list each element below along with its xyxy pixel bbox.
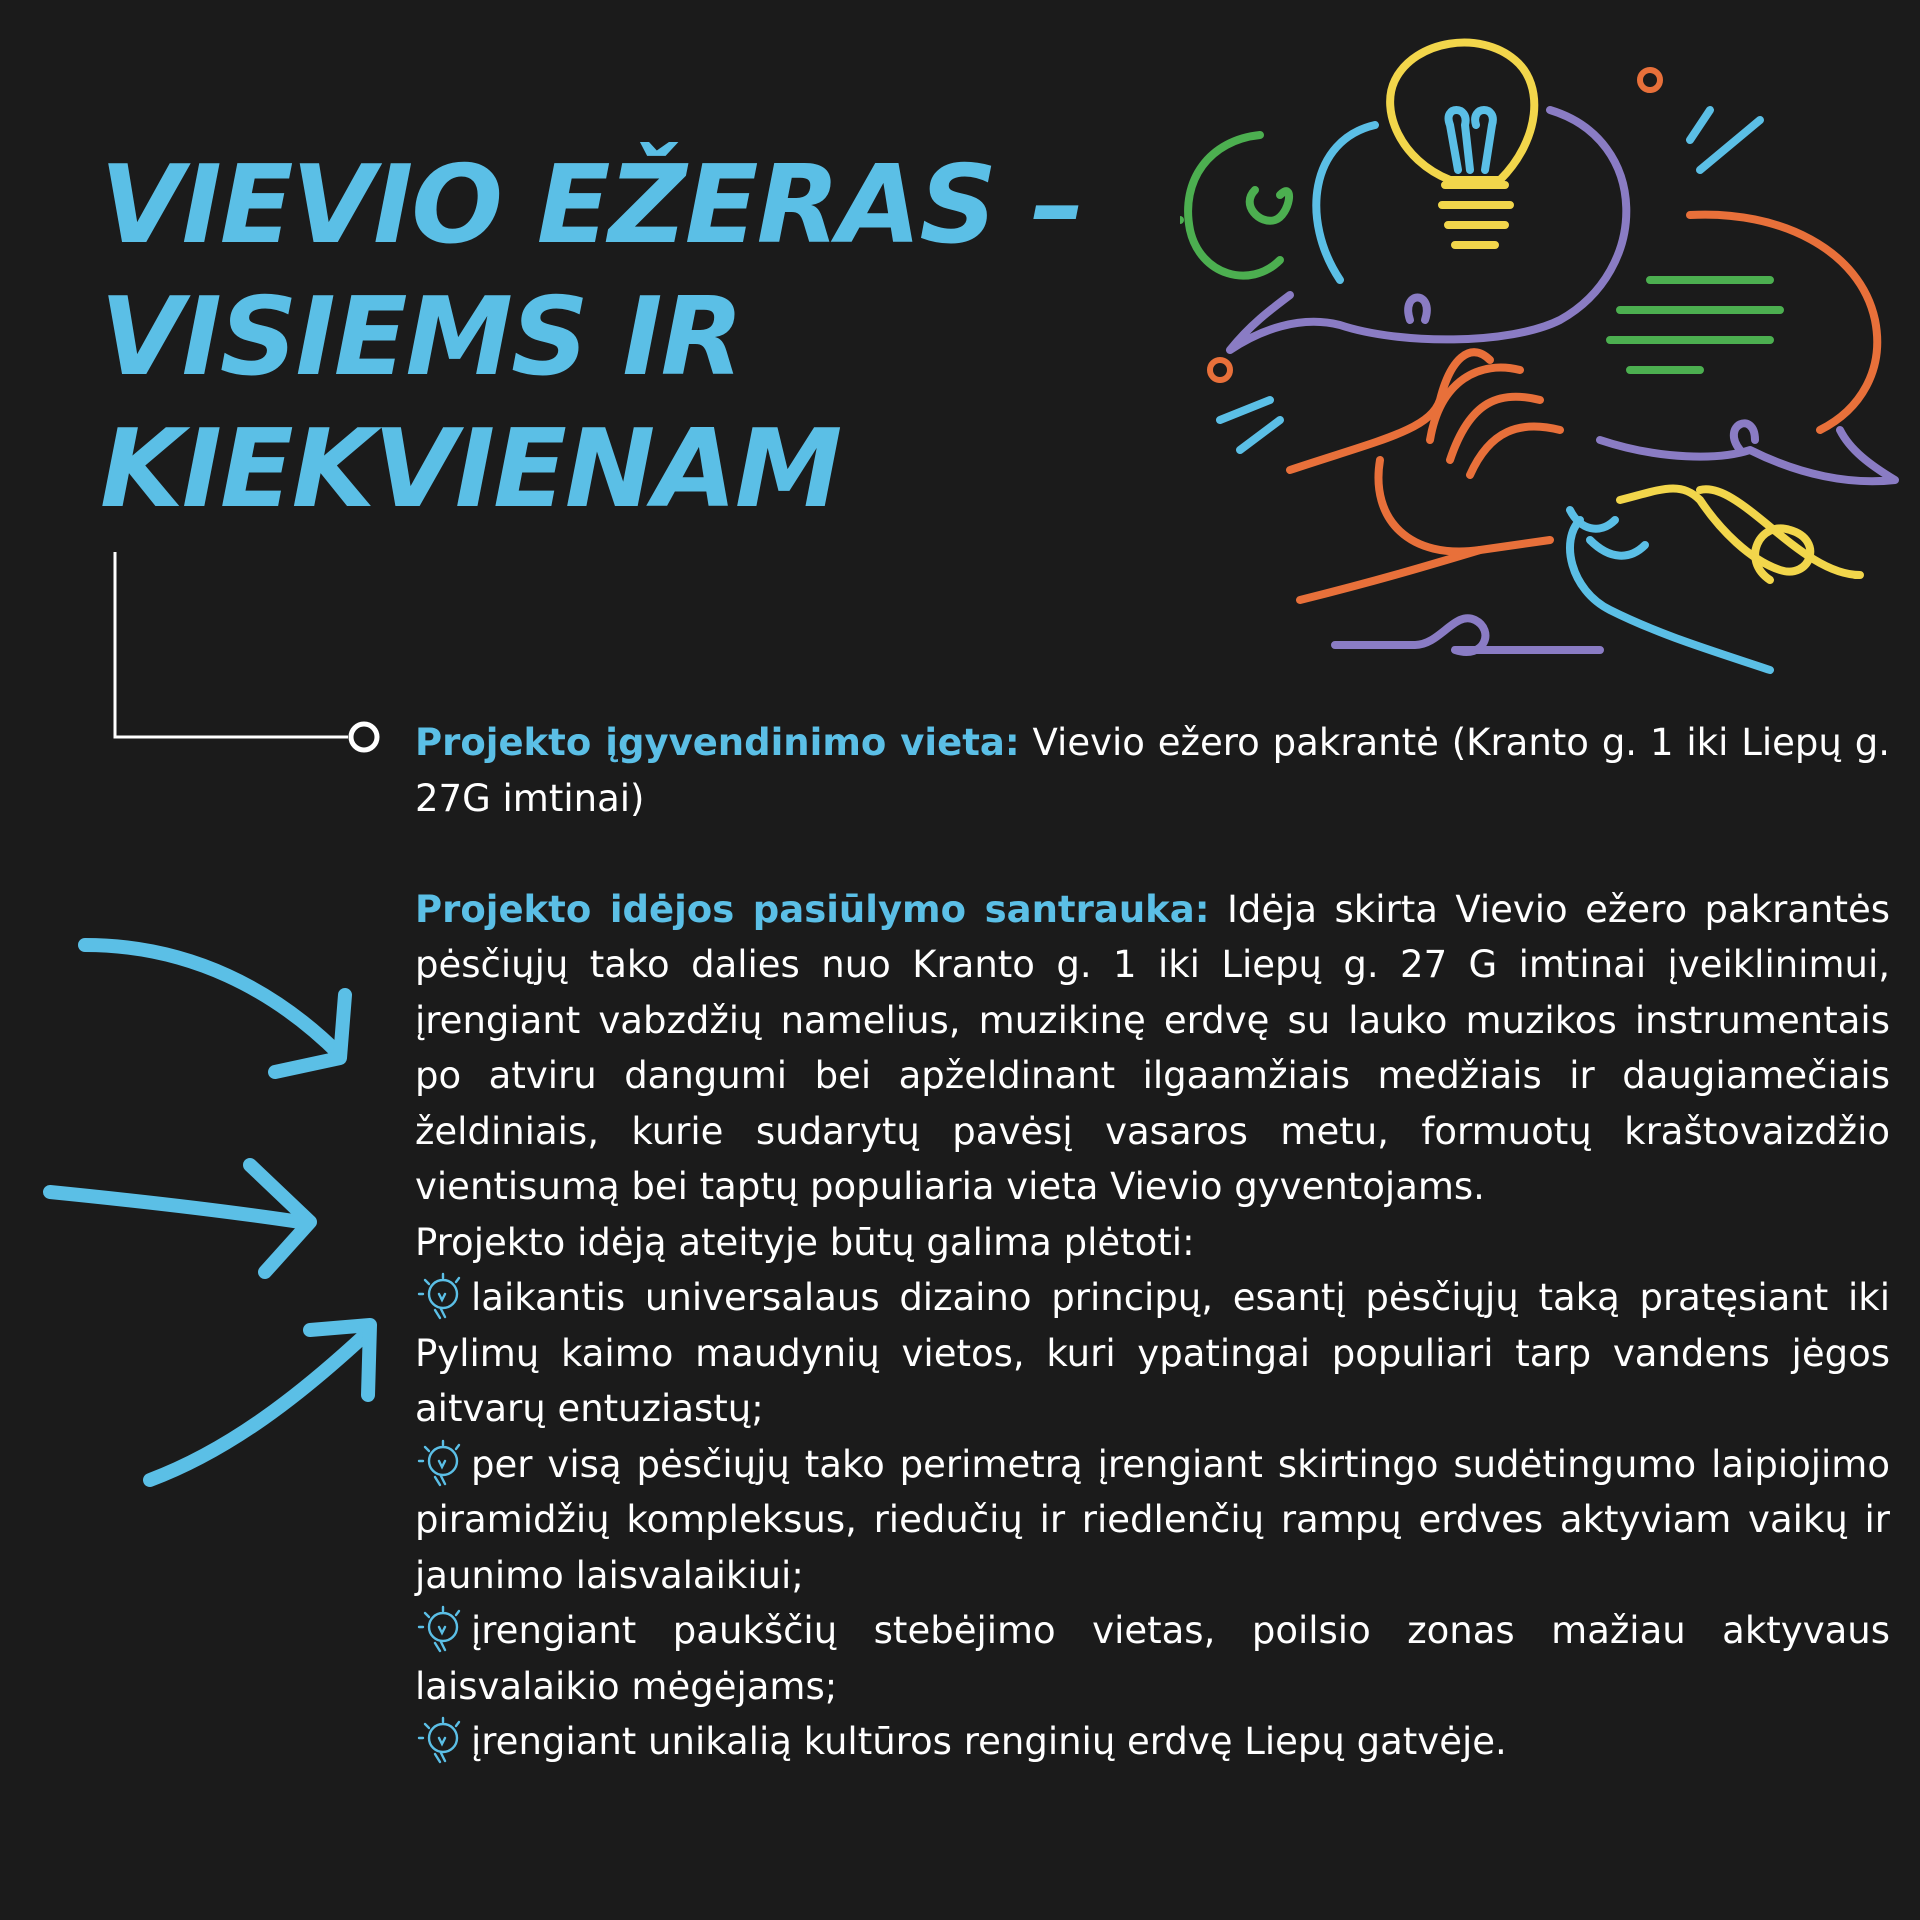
lightbulb-icon bbox=[415, 1716, 467, 1766]
arrow-icon bbox=[50, 1192, 300, 1222]
list-item bbox=[415, 1714, 1890, 1770]
list-item bbox=[415, 1437, 1890, 1604]
title-line-2: VISIEMS IR bbox=[100, 275, 742, 400]
future-intro: Projekto idėją ateityje būtų galima plėtoti: bbox=[415, 1220, 1195, 1264]
lightbulb-icon bbox=[415, 1439, 467, 1489]
lightbulb-icon bbox=[415, 1272, 467, 1322]
summary-paragraph bbox=[415, 882, 1890, 1215]
list-item-text: per visą pėsčiųjų tako perimetrą įrengiant skirtingo sudėtingumo laipiojimo piramidžių kompleksus, riedučių ir riedlenčių rampų erdves aktyviam vaikų ir jaunimo laisvalaikiui; bbox=[415, 1442, 1890, 1597]
arrow-icon bbox=[150, 1335, 365, 1480]
content bbox=[415, 715, 1890, 1770]
location-text: Vievio ežero pakrantė (Kranto g. 1 iki Liepų g. 27G imtinai) bbox=[415, 721, 1890, 820]
list-item bbox=[415, 1603, 1890, 1714]
lightbulb-icon bbox=[415, 1605, 467, 1655]
arrow-icon bbox=[85, 945, 340, 1055]
spacer bbox=[415, 826, 1890, 882]
title-line-3: KIEKVIENAM bbox=[100, 407, 841, 532]
location-paragraph bbox=[415, 715, 1890, 826]
summary-text: Idėja skirta Vievio ežero pakrantės pėsčiųjų tako dalies nuo Kranto g. 1 iki Liepų g. 27 G imtinai įveiklinimui, įrengiant vabzdžių namelius, muzikinę erdvę su lauko muzikos instrumentais po atviru dangumi bei apželdinant ilgaamžiais medžiais ir daugiamečiais želdiniais, kurie sudarytų pavėsį vasaros metu, formuotų kraštovaizdžio vientisumą bei taptų populiaria vieta Vievio gyventojams. bbox=[415, 887, 1890, 1208]
arrows-group bbox=[0, 0, 400, 1500]
title-line-1: VIEVIO EŽERAS – bbox=[100, 143, 1083, 268]
list-item bbox=[415, 1270, 1890, 1437]
list-item-text: laikantis universalaus dizaino principų, esantį pėsčiųjų taką pratęsiant iki Pylimų kaimo maudynių vietos, kuri ypatingai populiari tarp vandens jėgos aitvarų entuziastų; bbox=[415, 1276, 1890, 1430]
list-item-text: įrengiant unikalią kultūros renginių erdvę Liepų gatvėje. bbox=[471, 1720, 1507, 1763]
list-item-text: įrengiant paukščių stebėjimo vietas, poilsio zonas mažiau aktyvaus laisvalaikio mėgėjams; bbox=[415, 1609, 1890, 1708]
summary-label: Projekto idėjos pasiūlymo santrauka: bbox=[415, 887, 1210, 931]
lightbulb-speech-hands-icon bbox=[1180, 20, 1910, 710]
location-label: Projekto įgyvendinimo vieta: bbox=[415, 721, 1020, 764]
